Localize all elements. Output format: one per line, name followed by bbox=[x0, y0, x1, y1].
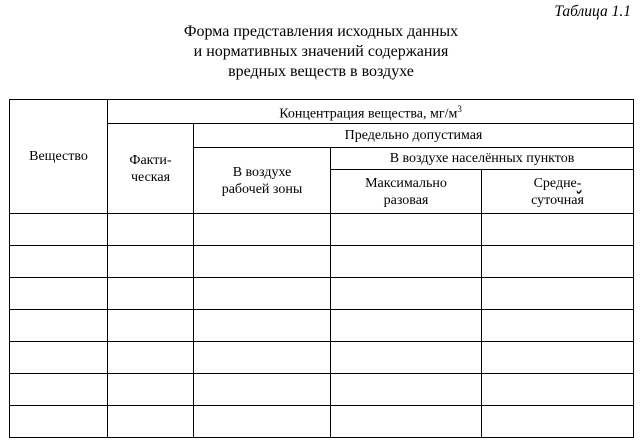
header-work-zone-line-1: В воздухе bbox=[232, 164, 292, 180]
table-cell bbox=[108, 406, 194, 438]
header-work-zone-line-2: рабочей зоны bbox=[221, 181, 303, 197]
table-cell bbox=[194, 278, 331, 310]
data-table bbox=[9, 99, 634, 438]
table-cell bbox=[482, 342, 634, 374]
table-cell bbox=[482, 278, 634, 310]
table-cell bbox=[331, 214, 482, 246]
table-cell bbox=[331, 246, 482, 278]
table-cell bbox=[10, 278, 108, 310]
header-permissible-label: Предельно допустимая bbox=[344, 128, 483, 143]
header-max-single-line-2: разовая bbox=[383, 192, 429, 208]
header-daily-average-word: Средне bbox=[533, 175, 577, 191]
header-substance bbox=[10, 100, 108, 214]
table-row bbox=[10, 214, 634, 246]
table-cell bbox=[10, 342, 108, 374]
table-cell bbox=[108, 246, 194, 278]
table-row bbox=[10, 374, 634, 406]
table-cell bbox=[10, 310, 108, 342]
table-cell bbox=[194, 246, 331, 278]
table-cell bbox=[331, 310, 482, 342]
header-settlements bbox=[331, 148, 634, 170]
table-row bbox=[10, 406, 634, 438]
header-settlements-label: В воздухе населённых пунктов bbox=[389, 151, 575, 166]
table-cell bbox=[108, 214, 194, 246]
table-cell bbox=[331, 374, 482, 406]
header-actual-line-1: Факти- bbox=[129, 152, 172, 168]
table-cell bbox=[482, 214, 634, 246]
table-cell bbox=[482, 310, 634, 342]
table-cell bbox=[10, 246, 108, 278]
header-daily-average bbox=[482, 170, 634, 214]
table-body bbox=[10, 214, 634, 438]
table-row bbox=[10, 310, 634, 342]
table-caption bbox=[0, 22, 642, 82]
caption-line-2: и нормативных значений содержания bbox=[193, 43, 449, 60]
table-cell bbox=[108, 342, 194, 374]
header-actual bbox=[108, 124, 194, 214]
header-concentration bbox=[108, 100, 634, 124]
table-cell bbox=[482, 406, 634, 438]
header-daily-average-line-2: суточная bbox=[531, 192, 584, 208]
header-daily-average-line-1 bbox=[484, 175, 631, 192]
table-row bbox=[10, 342, 634, 374]
table-cell bbox=[194, 406, 331, 438]
table-cell bbox=[482, 374, 634, 406]
table-cell bbox=[194, 310, 331, 342]
table-number: Таблица 1.1 bbox=[554, 3, 631, 20]
header-max-single bbox=[331, 170, 482, 214]
header-substance-label: Вещество bbox=[29, 149, 88, 164]
table-cell bbox=[10, 374, 108, 406]
header-concentration-label: Концентрация вещества, мг/м bbox=[279, 106, 458, 122]
table-cell bbox=[108, 278, 194, 310]
table-row bbox=[10, 278, 634, 310]
table-cell bbox=[108, 374, 194, 406]
caption-line-1: Форма представления исходных данных bbox=[183, 23, 459, 40]
table-cell bbox=[194, 342, 331, 374]
table-cell bbox=[331, 278, 482, 310]
header-concentration-unit-superscript: 3 bbox=[457, 103, 462, 114]
header-permissible bbox=[194, 124, 634, 148]
table-cell bbox=[108, 310, 194, 342]
table-cell bbox=[10, 406, 108, 438]
header-actual-line-2: ческая bbox=[130, 169, 171, 185]
table-cell bbox=[10, 214, 108, 246]
header-daily-average-hyphen: - bbox=[576, 175, 582, 191]
table-cell bbox=[194, 214, 331, 246]
caption-line-3: вредных веществ в воздухе bbox=[228, 63, 414, 80]
table-cell bbox=[482, 246, 634, 278]
header-max-single-line-1: Максимально bbox=[365, 175, 447, 191]
table-row bbox=[10, 246, 634, 278]
table-cell bbox=[331, 342, 482, 374]
header-work-zone bbox=[194, 148, 331, 214]
table-cell bbox=[331, 406, 482, 438]
table-header bbox=[10, 100, 634, 214]
table-cell bbox=[194, 374, 331, 406]
